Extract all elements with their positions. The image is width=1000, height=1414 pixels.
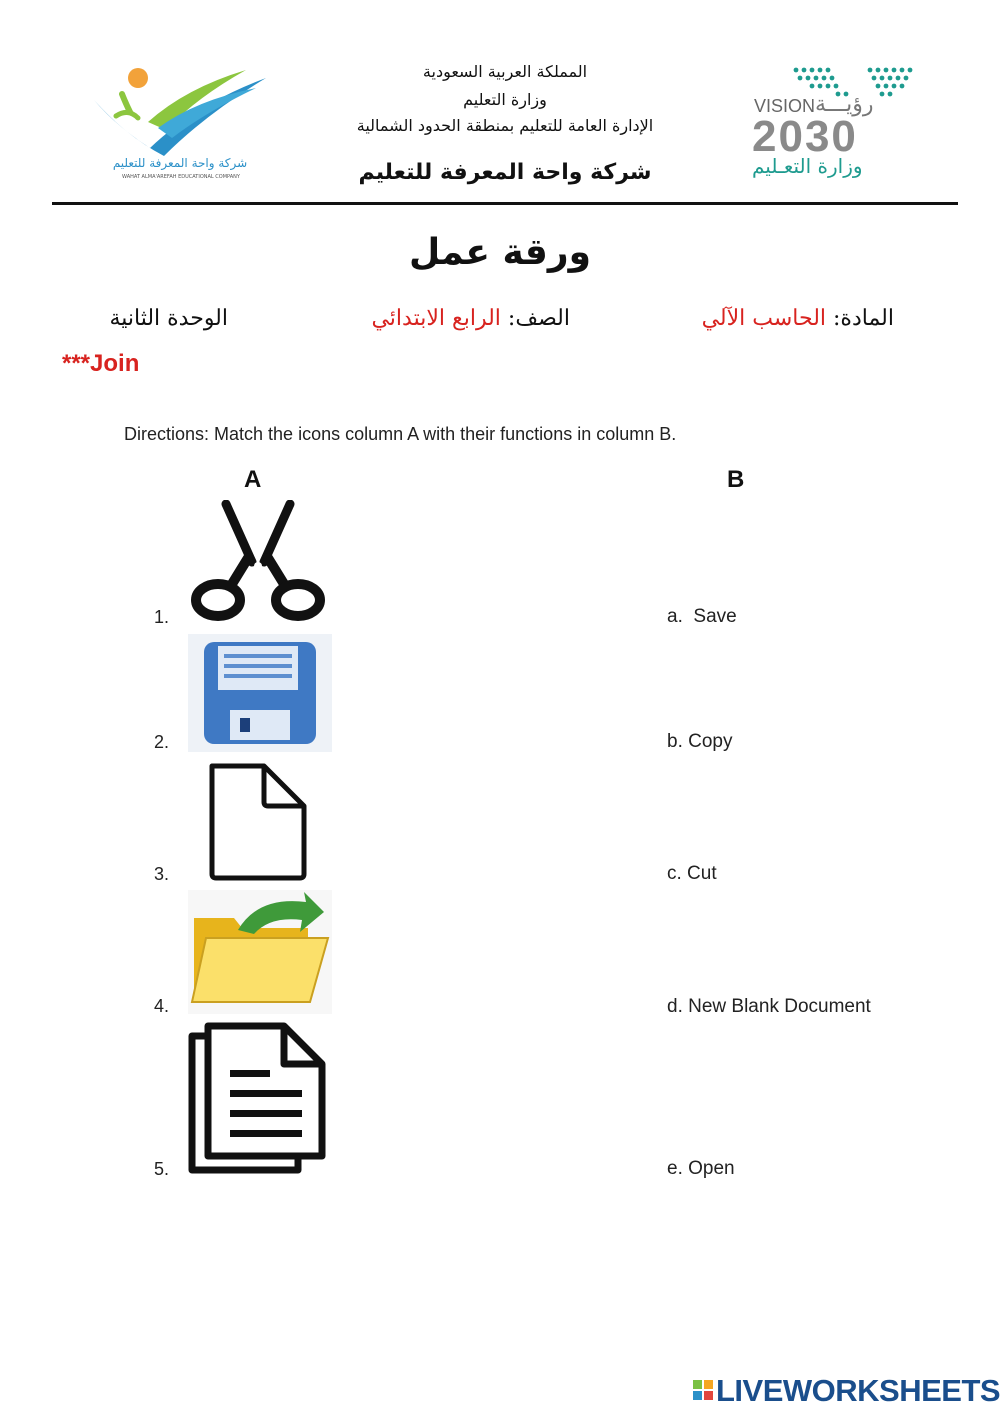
grade-value: الرابع الابتدائي (371, 306, 501, 331)
vision-label: VISION (754, 96, 816, 116)
vision-arabic: رؤيـــة (815, 92, 874, 117)
subject-info (702, 306, 894, 331)
function-a-save: a. Save (667, 606, 737, 627)
header-line-directorate: الإدارة العامة للتعليم بمنطقة الحدود الشمالية (356, 116, 654, 135)
function-d-new-blank-document: d. New Blank Document (667, 996, 871, 1017)
header-company-name: شركة واحة المعرفة للتعليم (358, 160, 652, 185)
ministry-logo-text: وزارة التعـليم (752, 154, 863, 178)
item-number-5: 5. (154, 1159, 170, 1179)
vision-year: 2030 (752, 112, 858, 161)
header-line-ministry: وزارة التعليم (463, 90, 547, 109)
header-line-kingdom: المملكة العربية السعودية (422, 62, 588, 81)
floppy-disk-icon[interactable] (188, 634, 332, 752)
page-title: ورقة عمل (409, 232, 591, 273)
function-c-cut: c. Cut (667, 863, 717, 884)
scissors-icon[interactable] (188, 500, 328, 624)
company-logo-subtext: WAHAT ALMA'AREFAH EDUCATIONAL COMPANY (122, 174, 240, 180)
function-e-open: e. Open (667, 1158, 735, 1179)
grade-info (371, 306, 570, 331)
blank-document-icon[interactable] (204, 760, 312, 882)
item-number-3: 3. (154, 864, 170, 884)
open-folder-icon[interactable] (188, 890, 332, 1014)
unit-info: الوحدة الثانية (109, 306, 228, 331)
item-number-1: 1. (154, 607, 170, 627)
copy-documents-icon[interactable] (186, 1020, 332, 1178)
column-a-heading: A (244, 466, 262, 493)
function-b-copy: b. Copy (667, 731, 733, 752)
liveworksheets-brand[interactable]: LIVEWORKSHEETS (716, 1373, 1000, 1408)
item-number-2: 2. (154, 732, 170, 752)
column-b-heading: B (727, 466, 745, 493)
liveworksheets-logo-icon (693, 1380, 713, 1400)
subject-value: الحاسب الآلي (701, 306, 827, 331)
join-note: ***Join (62, 350, 140, 377)
grade-label: الصف: (507, 306, 570, 331)
header-divider (52, 202, 958, 205)
item-number-4: 4. (154, 996, 170, 1016)
company-logo-text: شركة واحة المعرفة للتعليم (112, 156, 248, 170)
directions-text: Directions: Match the icons column A with their functions in column B. (124, 424, 677, 444)
subject-label: المادة: (833, 306, 894, 331)
